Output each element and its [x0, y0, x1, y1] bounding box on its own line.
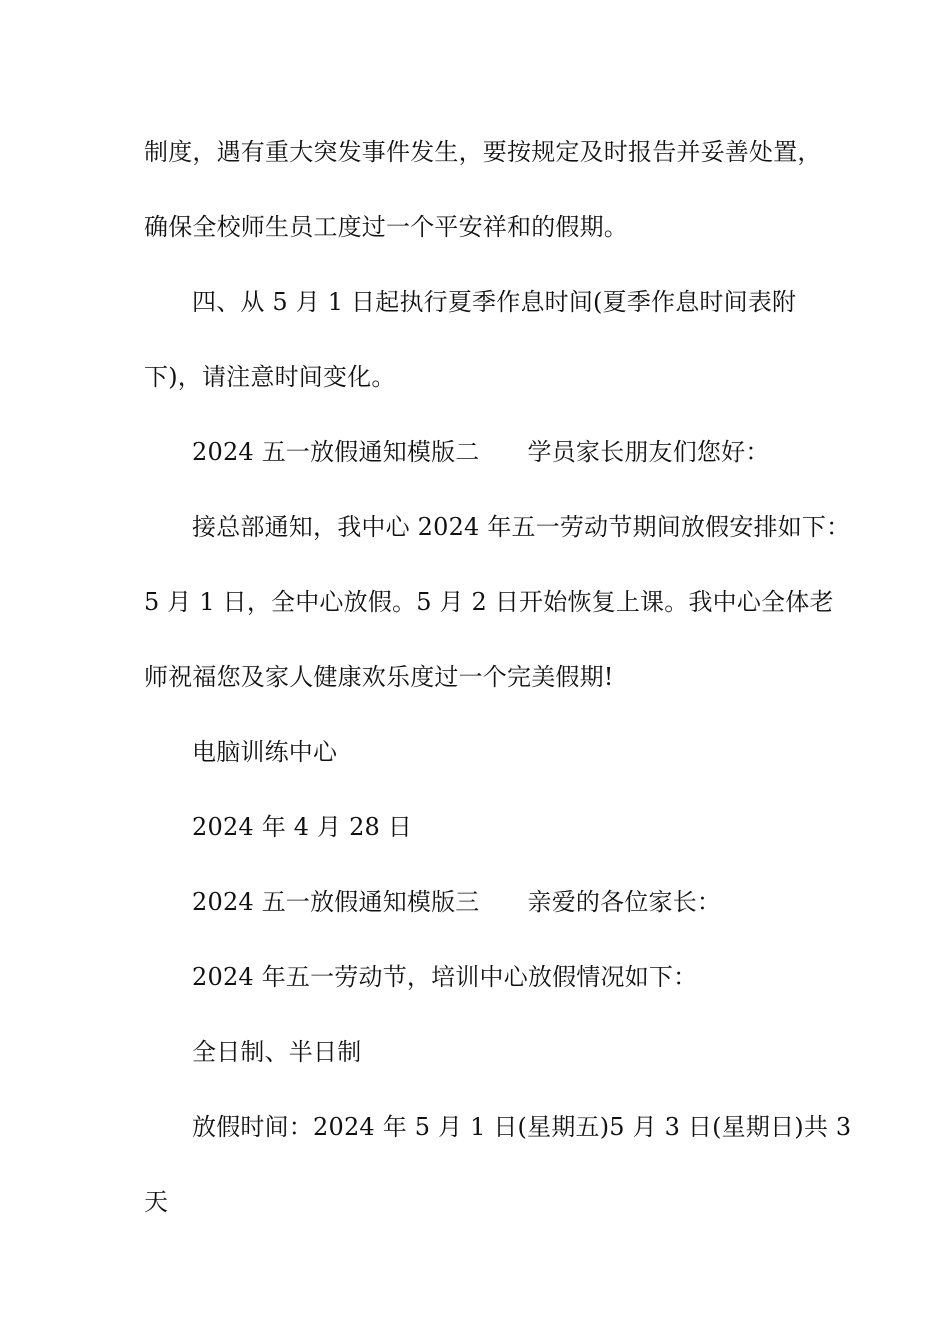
template-2-greeting: 学员家长朋友们您好： [527, 438, 770, 466]
template-3-greeting: 亲爱的各位家长： [527, 888, 722, 916]
signature-org: 电脑训练中心 [192, 738, 338, 766]
paragraph-line-7: 5 月 1 日，全中心放假。5 月 2 日开始恢复上课。我中心全体老 [144, 588, 834, 616]
paragraph-line-12: 2024 年五一劳动节，培训中心放假情况如下： [192, 963, 698, 991]
paragraph-line-14: 放假时间：2024 年 5 月 1 日(星期五)5 月 3 日(星期日)共 3 [192, 1113, 852, 1141]
paragraph-line-6: 接总部通知，我中心 2024 年五一劳动节期间放假安排如下： [192, 513, 851, 541]
heading-line-template-3 [192, 887, 882, 917]
template-2-title: 2024 五一放假通知模版二 [192, 438, 480, 466]
signature-date: 2024 年 4 月 28 日 [192, 813, 413, 841]
template-3-title: 2024 五一放假通知模版三 [192, 888, 480, 916]
paragraph-line-4: 下)，请注意时间变化。 [144, 363, 396, 391]
paragraph-line-3: 四、从 5 月 1 日起执行夏季作息时间(夏季作息时间表附 [192, 288, 797, 316]
heading-line-template-2 [192, 437, 882, 467]
paragraph-line-15: 天 [144, 1188, 169, 1216]
paragraph-line-8: 师祝福您及家人健康欢乐度过一个完美假期! [144, 663, 614, 691]
paragraph-line-2: 确保全校师生员工度过一个平安祥和的假期。 [144, 213, 628, 241]
paragraph-line-1: 制度，遇有重大突发事件发生，要按规定及时报告并妥善处置， [144, 138, 822, 166]
paragraph-line-13: 全日制、半日制 [192, 1038, 362, 1066]
